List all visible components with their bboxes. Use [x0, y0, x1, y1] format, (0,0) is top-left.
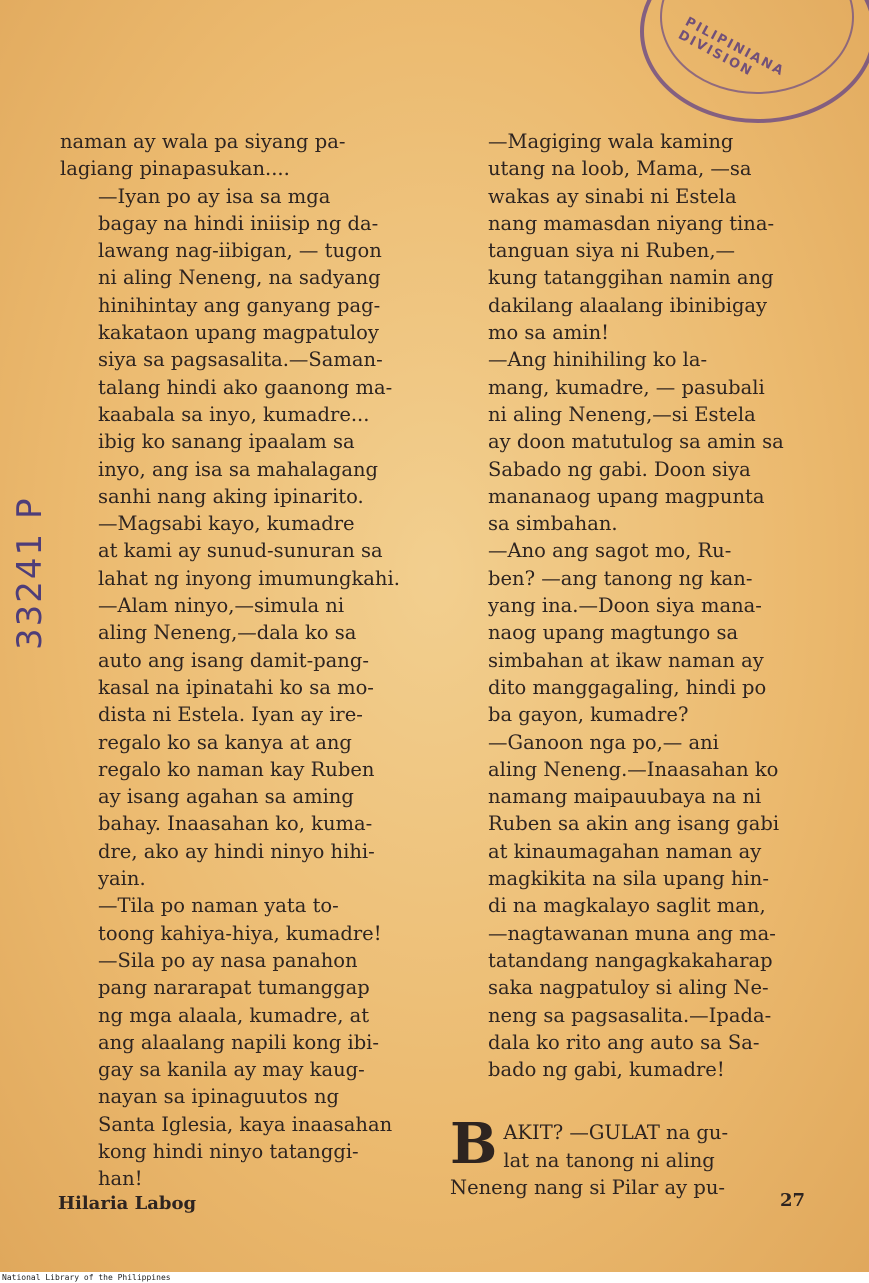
drop-cap: B — [450, 1111, 498, 1178]
text-line: magkikita na sila upang hin- — [488, 867, 769, 891]
text-line: nang mamasdan niyang tina- — [488, 211, 775, 235]
text-line: tanguan siya ni Ruben,— — [488, 239, 736, 263]
paragraph — [450, 128, 807, 346]
text-line: talang hindi ako gaanong ma- — [98, 375, 393, 399]
text-line: nayan sa ipinaguutos ng — [98, 1085, 339, 1109]
text-line: ang alaalang napili kong ibi- — [98, 1030, 379, 1054]
text-line: yang ina.—Doon siya mana- — [488, 594, 762, 618]
text-line: —Ang hinihiling ko la- — [488, 348, 708, 372]
text-line: tatandang nangagkakaharap — [488, 948, 773, 972]
page-number: 27 — [780, 1190, 806, 1211]
section-opening-paragraph — [450, 1111, 807, 1201]
text-line: pang nararapat tumanggap — [98, 976, 370, 1000]
text-line: neng sa pagsasalita.—Ipada- — [488, 1003, 772, 1027]
library-credit: National Library of the Philippines — [2, 1273, 171, 1282]
text-line: dre, ako ay hindi ninyo hihi- — [98, 839, 375, 863]
text-line: mang, kumadre, — pasubali — [488, 375, 765, 399]
text-line: —Magiging wala kaming — [488, 130, 734, 153]
paragraph — [450, 729, 807, 1084]
paragraph — [60, 892, 417, 947]
text-line: wakas ay sinabi ni Estela — [488, 184, 737, 208]
text-line: ay isang agahan sa aming — [98, 785, 354, 809]
text-line: utang na loob, Mama, —sa — [488, 157, 752, 181]
text-line: sa simbahan. — [488, 512, 618, 536]
text-line: hinihintay ang ganyang pag- — [98, 293, 381, 317]
text-line: dista ni Estela. Iyan ay ire- — [98, 703, 363, 727]
text-line: Santa Iglesia, kaya inaasahan — [98, 1112, 393, 1136]
paragraph — [450, 346, 807, 537]
text-line: lahat ng inyong imumungkahi. — [98, 566, 400, 590]
text-line: han! — [98, 1167, 143, 1191]
text-line: regalo ko naman kay Ruben — [98, 757, 375, 781]
text-line: ng mga alaala, kumadre, at — [98, 1003, 370, 1027]
text-line: —Sila po ay nasa panahon — [98, 948, 358, 972]
text-line: lawang nag-iibigan, — tugon — [98, 239, 382, 263]
text-line: dakilang alaalang ibinibigay — [488, 293, 768, 317]
paragraph — [450, 537, 807, 728]
text-line: aling Neneng,—dala ko sa — [98, 621, 357, 645]
text-line: sanhi nang aking ipinarito. — [98, 484, 364, 508]
paragraph — [60, 947, 417, 1193]
text-line: dito manggagaling, hindi po — [488, 675, 767, 699]
paragraph — [60, 183, 417, 511]
text-line: Ruben sa akin ang isang gabi — [488, 812, 780, 836]
text-line: auto ang isang damit-pang- — [98, 648, 369, 672]
text-line: ibig ko sanang ipaalam sa — [98, 430, 355, 454]
text-line: at kami ay sunud-sunuran sa — [98, 539, 383, 563]
text-line: Neneng nang si Pilar ay pu- — [450, 1175, 726, 1199]
text-line: ni aling Neneng, na sadyang — [98, 266, 381, 290]
text-line: kaabala sa inyo, kumadre... — [98, 402, 370, 426]
text-line: siya sa pagsasalita.—Saman- — [98, 348, 383, 372]
text-line: Sabado ng gabi. Doon siya — [488, 457, 751, 481]
paragraph — [60, 592, 417, 892]
left-text-column — [60, 128, 417, 1193]
text-line: kasal na ipinatahi ko sa mo- — [98, 675, 374, 699]
text-line: lat na tanong ni aling — [503, 1148, 715, 1172]
text-line: dala ko rito ang auto sa Sa- — [488, 1030, 760, 1054]
text-line: gay sa kanila ay may kaug- — [98, 1058, 365, 1082]
text-line: ni aling Neneng,—si Estela — [488, 402, 756, 426]
handwritten-call-number: 33241 P — [10, 496, 50, 650]
paragraph — [60, 510, 417, 592]
text-line: namang maipauubaya na ni — [488, 785, 762, 809]
text-line: —Ano ang sagot mo, Ru- — [488, 539, 732, 563]
text-line: —Alam ninyo,—simula ni — [98, 594, 345, 618]
text-line: —Magsabi kayo, kumadre — [98, 512, 355, 536]
text-line: kakataon upang magpatuloy — [98, 321, 379, 345]
text-line: kong hindi ninyo tatanggi- — [98, 1139, 359, 1163]
text-line: simbahan at ikaw naman ay — [488, 648, 764, 672]
text-line: naman ay wala pa siyang pa- — [60, 130, 346, 153]
text-line: bado ng gabi, kumadre! — [488, 1058, 725, 1082]
text-line: —Tila po naman yata to- — [98, 894, 339, 918]
text-line: ay doon matutulog sa amin sa — [488, 430, 784, 454]
author-name: Hilaria Labog — [58, 1193, 197, 1214]
text-line: mananaog upang magpunta — [488, 484, 765, 508]
text-line: —Iyan po ay isa sa mga — [98, 184, 331, 208]
text-line: yain. — [98, 867, 146, 891]
paragraph — [60, 128, 417, 183]
text-line: bagay na hindi iniisip ng da- — [98, 211, 379, 235]
text-line: regalo ko sa kanya at ang — [98, 730, 352, 754]
stamp-text: PILIPINIANA DIVISION — [675, 14, 788, 80]
text-line: di na magkalayo saglit man, — [488, 894, 766, 918]
text-line: AKIT? —GULAT na gu- — [503, 1121, 729, 1145]
text-line: toong kahiya-hiya, kumadre! — [98, 921, 382, 945]
text-line: at kinaumagahan naman ay — [488, 839, 762, 863]
right-text-column — [450, 128, 807, 1201]
text-line: —nagtawanan muna ang ma- — [488, 921, 776, 945]
text-line: ben? —ang tanong ng kan- — [488, 566, 753, 590]
text-line: lagiang pinapasukan.... — [60, 157, 290, 181]
text-line: ba gayon, kumadre? — [488, 703, 689, 727]
text-line: —Ganoon nga po,— ani — [488, 730, 719, 754]
text-line: mo sa amin! — [488, 321, 610, 345]
text-line: bahay. Inaasahan ko, kuma- — [98, 812, 373, 836]
text-line: kung tatanggihan namin ang — [488, 266, 774, 290]
text-line: inyo, ang isa sa mahalagang — [98, 457, 379, 481]
text-line: aling Neneng.—Inaasahan ko — [488, 757, 779, 781]
text-line: saka nagpatuloy si aling Ne- — [488, 976, 769, 1000]
text-line: naog upang magtungo sa — [488, 621, 739, 645]
